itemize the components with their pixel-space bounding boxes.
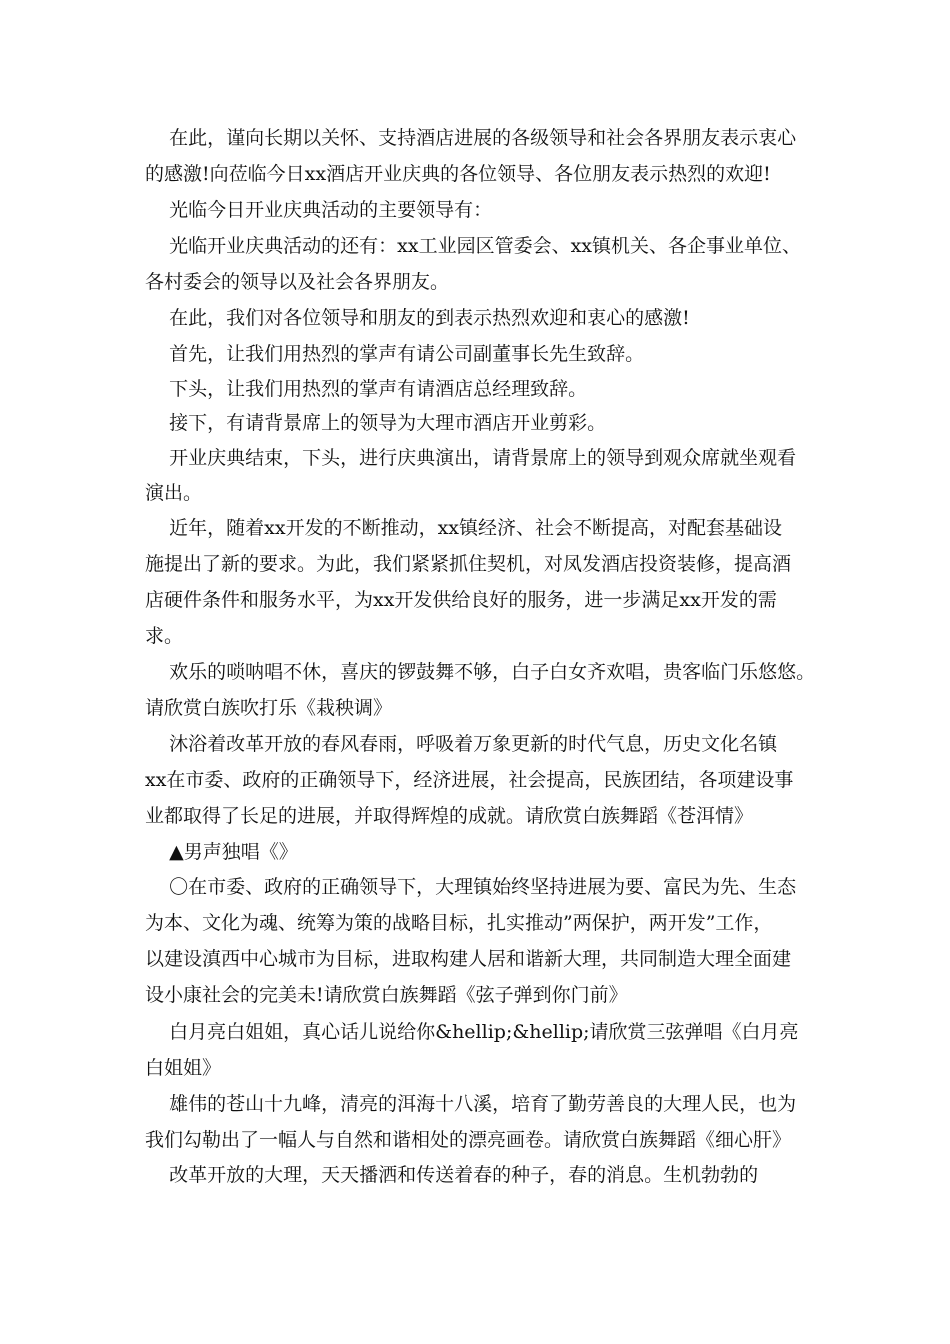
text-line: 沐浴着改革开放的春风春雨，呼吸着万象更新的时代气息，历史文化名镇 [145,733,778,755]
text-line: 下头，让我们用热烈的掌声有请酒店总经理致辞。 [145,378,588,400]
text-line: 开业庆典结束，下头，进行庆典演出，请背景席上的领导到观众席就坐观看 [145,447,797,469]
text-line: 设小康社会的完美未!请欣赏白族舞蹈《弦子弹到你门前》 [145,984,628,1006]
text-line: 首先，让我们用热烈的掌声有请公司副董事长先生致辞。 [145,343,645,365]
text-line: 求。 [145,625,184,647]
text-line: 接下，有请背景席上的领导为大理市酒店开业剪彩。 [145,412,607,434]
text-line: 施提出了新的要求。为此，我们紧紧抓住契机，对凤发酒店投资装修，提高酒 [145,553,792,575]
text-line: 的感激!向莅临今日xx酒店开业庆典的各位领导、各位朋友表示热烈的欢迎! [145,163,771,185]
text-line: 光临开业庆典活动的还有：xx工业园区管委会、xx镇机关、各企事业单位、 [145,235,802,257]
text-line: 白姐姐》 [145,1057,222,1079]
text-line: 光临今日开业庆典活动的主要领导有： [145,199,493,221]
text-line: 演出。 [145,482,203,504]
text-line: 雄伟的苍山十九峰，清亮的洱海十八溪，培育了勤劳善良的大理人民，也为 [145,1093,797,1115]
text-line: 〇在市委、政府的正确领导下，大理镇始终坚持进展为要、富民为先、生态 [145,876,797,898]
text-line: 各村委会的领导以及社会各界朋友。 [145,271,450,293]
text-line: 在此，我们对各位领导和朋友的到表示热烈欢迎和衷心的感激! [145,307,690,329]
text-line: 改革开放的大理，天天播洒和传送着春的种子，春的消息。生机勃勃的 [145,1164,759,1186]
text-line: ▲男声独唱《》 [145,841,298,863]
text-line: 白月亮白姐姐，真心话儿说给你&hellip;&hellip;请欣赏三弦弹唱《白月亮 [145,1021,799,1043]
text-line: xx在市委、政府的正确领导下，经济进展，社会提高，民族团结，各项建设事 [145,769,794,791]
text-line: 我们勾勒出了一幅人与自然和谐相处的漂亮画卷。请欣赏白族舞蹈《细心肝》 [145,1129,792,1151]
text-line: 欢乐的唢呐唱不休，喜庆的锣鼓舞不够，白子白女齐欢唱，贵客临门乐悠悠。 [145,661,816,683]
text-line: 为本、文化为魂、统筹为策的战略目标，扎实推动”两保护，两开发”工作， [145,912,773,934]
text-line: 近年，随着xx开发的不断推动，xx镇经济、社会不断提高，对配套基础设 [145,517,783,539]
text-line: 店硬件条件和服务水平，为xx开发供给良好的服务，进一步满足xx开发的需 [145,589,777,611]
text-line: 请欣赏白族吹打乐《栽秧调》 [145,697,393,719]
text-line: 业都取得了长足的进展，并取得辉煌的成就。请欣赏白族舞蹈《苍洱情》 [145,805,754,827]
text-line: 在此，谨向长期以关怀、支持酒店进展的各级领导和社会各界朋友表示衷心 [145,127,797,149]
text-line: 以建设滇西中心城市为目标，进取构建人居和谐新大理，共同制造大理全面建 [145,948,792,970]
